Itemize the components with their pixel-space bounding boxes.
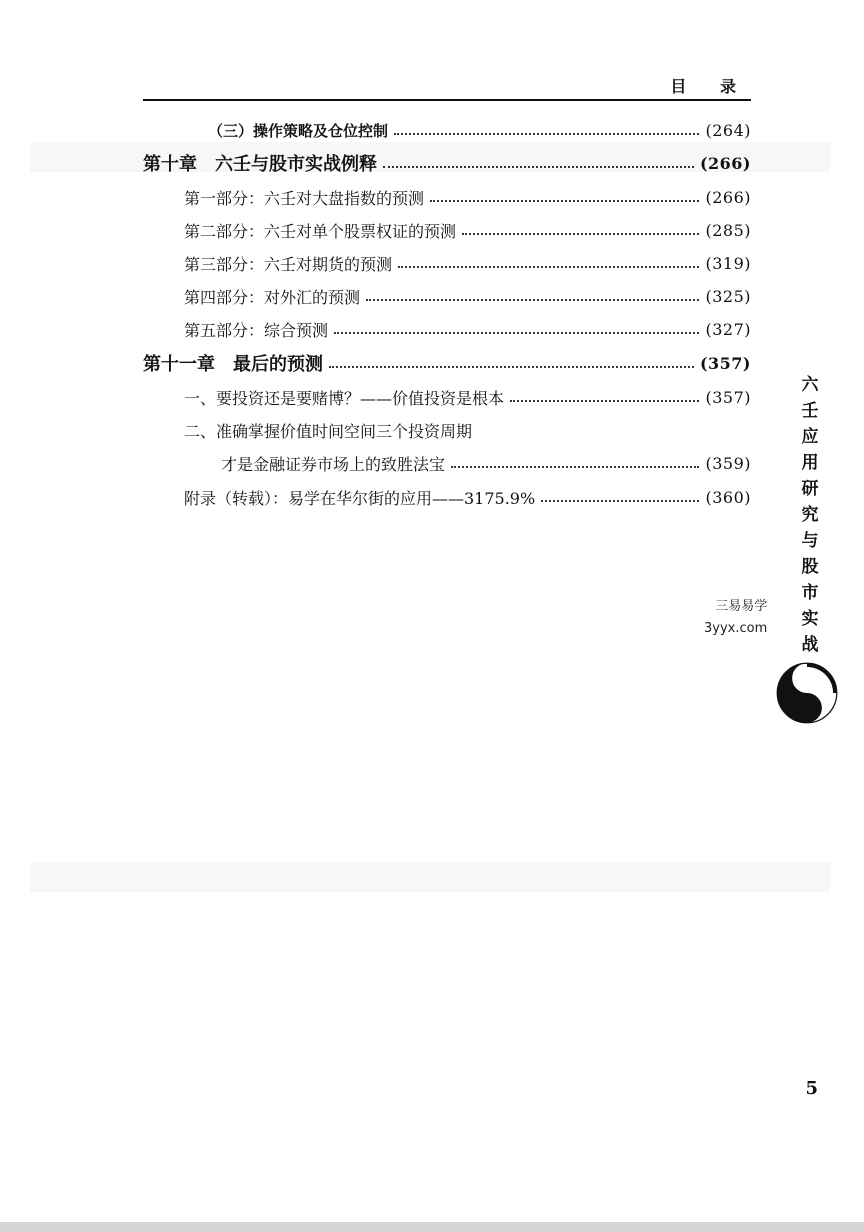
dot-leader [394, 133, 699, 135]
spine-char: 壬 [801, 401, 819, 421]
toc-entry-continuation[interactable] [221, 449, 751, 477]
header-rule [143, 99, 751, 101]
toc-entry-label: 第二部分：六壬对单个股票权证的预测 [184, 221, 457, 241]
toc-entry-label: 第五部分：综合预测 [184, 320, 329, 340]
yin-yang-icon [776, 662, 838, 724]
toc-entry-label: 附录（转载）：易学在华尔街的应用——3175.9% [184, 488, 536, 508]
toc-entry-label: 第四部分：对外汇的预测 [184, 287, 361, 307]
toc-entry-page: (266) [705, 187, 751, 207]
spine-char: 与 [801, 531, 819, 551]
toc-chapter[interactable] [143, 149, 751, 177]
toc-entry[interactable] [184, 249, 751, 277]
toc-entry-page: (327) [705, 319, 751, 339]
toc-entry-page: (360) [705, 487, 751, 507]
dot-leader [398, 266, 699, 268]
toc-entry-label: 第十一章 最后的预测 [143, 354, 323, 375]
spine-char: 应 [801, 427, 819, 447]
running-header: 目 录 [670, 77, 750, 96]
toc-entry-page: (264) [705, 120, 751, 140]
toc-entry-page: (357) [705, 387, 751, 407]
scan-shading [30, 862, 830, 892]
page-number: 5 [805, 1078, 818, 1099]
dot-leader [541, 500, 699, 502]
toc-entry-page: (325) [705, 286, 751, 306]
spine-char: 用 [801, 453, 819, 473]
toc-entry-page: (319) [705, 253, 751, 273]
toc-chapter[interactable] [143, 349, 751, 377]
dot-leader [334, 332, 699, 334]
toc-entry-label: 第三部分：六壬对期货的预测 [184, 254, 393, 274]
spine-char: 股 [801, 557, 819, 577]
spine-char: 研 [801, 479, 819, 499]
watermark[interactable] [704, 596, 767, 640]
spine-char: 究 [801, 505, 819, 525]
toc-entry[interactable] [184, 216, 751, 244]
spine-char: 六 [801, 375, 819, 395]
dot-leader [462, 233, 699, 235]
watermark-name: 三易易学 [715, 599, 768, 614]
toc-entry-page: (266) [699, 153, 751, 173]
toc-entry-page: (357) [699, 353, 751, 373]
toc-entry[interactable] [184, 416, 751, 444]
dot-leader [383, 166, 694, 168]
toc-entry-page: (359) [705, 453, 751, 473]
dot-leader [329, 366, 694, 368]
spine-char: 实 [801, 609, 819, 629]
viewer-bottom-edge [0, 1222, 864, 1232]
toc-entry[interactable] [184, 183, 751, 211]
spine-char: 战 [801, 635, 819, 655]
toc-entry-label: （三）操作策略及仓位控制 [208, 121, 389, 140]
spine-char: 市 [801, 583, 819, 603]
toc-entry[interactable] [184, 383, 751, 411]
toc-entry[interactable] [208, 116, 751, 144]
toc-entry-label: 一、要投资还是要赌博？——价值投资是根本 [184, 388, 505, 408]
dot-leader [510, 400, 699, 402]
dot-leader [430, 200, 699, 202]
toc-entry-label: 第十章 六壬与股市实战例释 [143, 154, 377, 175]
toc-entry[interactable] [184, 282, 751, 310]
spine-title [797, 372, 823, 655]
toc-entry[interactable] [184, 315, 751, 343]
toc-entry-page: (285) [705, 220, 751, 240]
toc-entry-label: 第一部分：六壬对大盘指数的预测 [184, 188, 425, 208]
toc-entry-label: 二、准确掌握价值时间空间三个投资周期 [184, 421, 473, 441]
watermark-url: 3yyx.com [704, 621, 768, 636]
toc-entry[interactable] [184, 483, 751, 511]
dot-leader [451, 466, 699, 468]
toc-entry-label: 才是金融证券市场上的致胜法宝 [221, 454, 446, 474]
dot-leader [366, 299, 699, 301]
